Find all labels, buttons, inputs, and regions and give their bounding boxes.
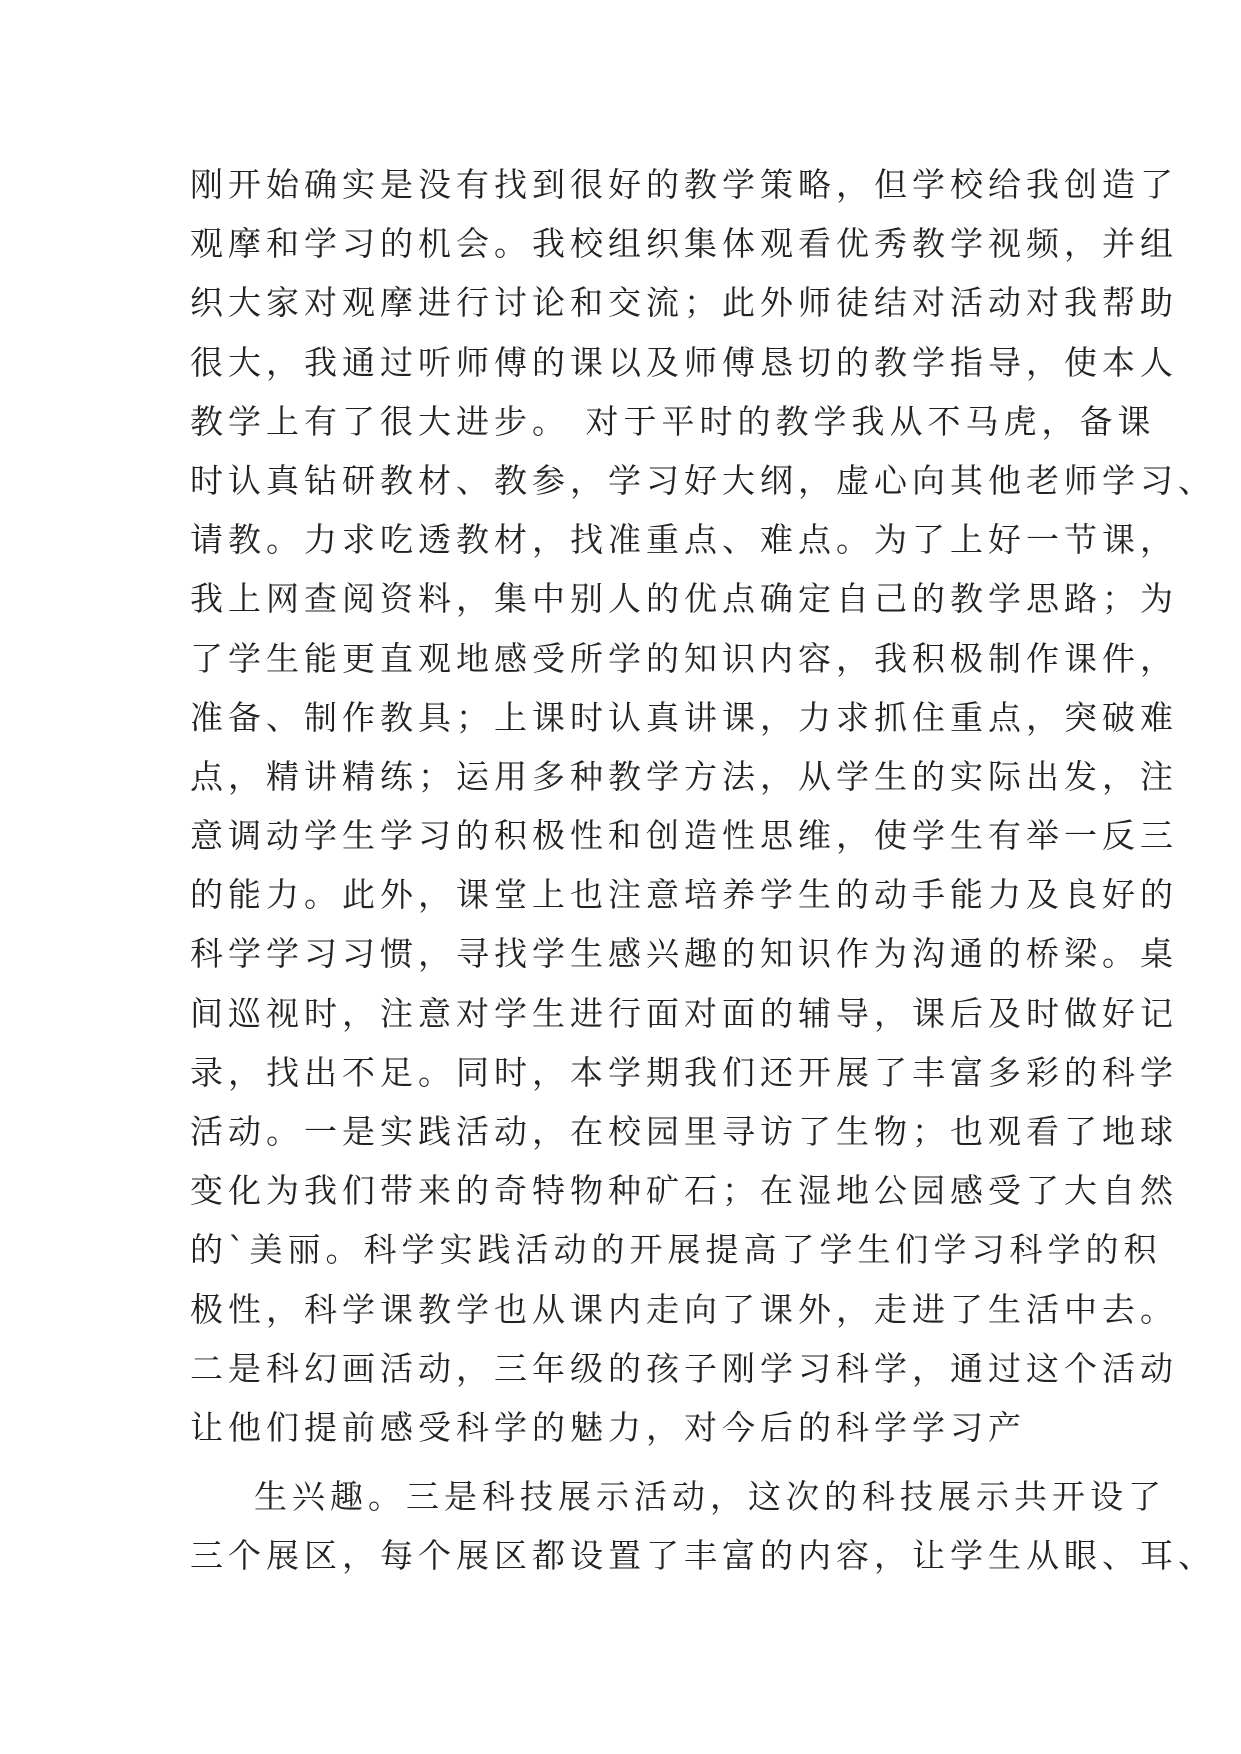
text-line: 点，精讲精练；运用多种教学方法，从学生的实际出发，注 (190, 756, 1178, 796)
text-line: 的`美丽。科学实践活动的开展提高了学生们学习科学的积 (190, 1230, 1162, 1270)
text-line: 教学上有了很大进步。 对于平时的教学我从不马虎，备课 (190, 401, 1156, 441)
text-line: 的能力。此外，课堂上也注意培养学生的动手能力及良好的 (190, 875, 1178, 915)
text-line: 活动。一是实践活动，在校园里寻访了生物；也观看了地球 (190, 1112, 1178, 1151)
paragraph-gap (190, 1457, 1070, 1467)
text-line: 很大，我通过听师傅的课以及师傅恳切的教学指导，使本人 (190, 342, 1178, 382)
text-line: 生兴趣。三是科技展示活动，这次的科技展示共开设了 (254, 1477, 1166, 1517)
text-line: 观摩和学习的机会。我校组织集体观看优秀教学视频，并组 (190, 224, 1178, 264)
text-line: 时认真钻研教材、教参，学习好大纲，虚心向其他老师学习、 (190, 460, 1216, 500)
text-line: 科学学习习惯，寻找学生感兴趣的知识作为沟通的桥梁。桌 (190, 934, 1178, 974)
text-line: 极性，科学课教学也从课内走向了课外，走进了生活中去。 (190, 1289, 1178, 1329)
text-line: 意调动学生学习的积极性和创造性思维，使学生有举一反三 (190, 816, 1178, 856)
text-line: 我上网查阅资料，集中别人的优点确定自己的教学思路；为 (190, 579, 1178, 619)
text-line: 刚开始确实是没有找到很好的教学策略，但学校给我创造了 (190, 165, 1178, 204)
text-line: 三个展区，每个展区都设置了丰富的内容，让学生从眼、耳、 (190, 1536, 1216, 1576)
paragraph-1 (190, 155, 1216, 1457)
text-line: 请教。力求吃透教材，找准重点、难点。为了上好一节课， (190, 520, 1178, 560)
text-line: 二是科幻画活动，三年级的孩子刚学习科学，通过这个活动 (190, 1348, 1178, 1388)
text-line: 准备、制作教具；上课时认真讲课，力求抓住重点，突破难 (190, 697, 1178, 737)
text-line: 间巡视时，注意对学生进行面对面的辅导，课后及时做好记 (190, 993, 1178, 1033)
text-line: 让他们提前感受科学的魅力，对今后的科学学习产 (190, 1407, 1026, 1447)
document-body (190, 155, 1216, 1586)
text-line: 织大家对观摩进行讨论和交流；此外师徒结对活动对我帮助 (190, 283, 1178, 323)
text-line: 了学生能更直观地感受所学的知识内容，我积极制作课件， (190, 638, 1178, 678)
text-line: 录，找出不足。同时，本学期我们还开展了丰富多彩的科学 (190, 1052, 1178, 1092)
text-line: 变化为我们带来的奇特物种矿石；在湿地公园感受了大自然 (190, 1171, 1178, 1211)
paragraph-2 (190, 1467, 1216, 1585)
